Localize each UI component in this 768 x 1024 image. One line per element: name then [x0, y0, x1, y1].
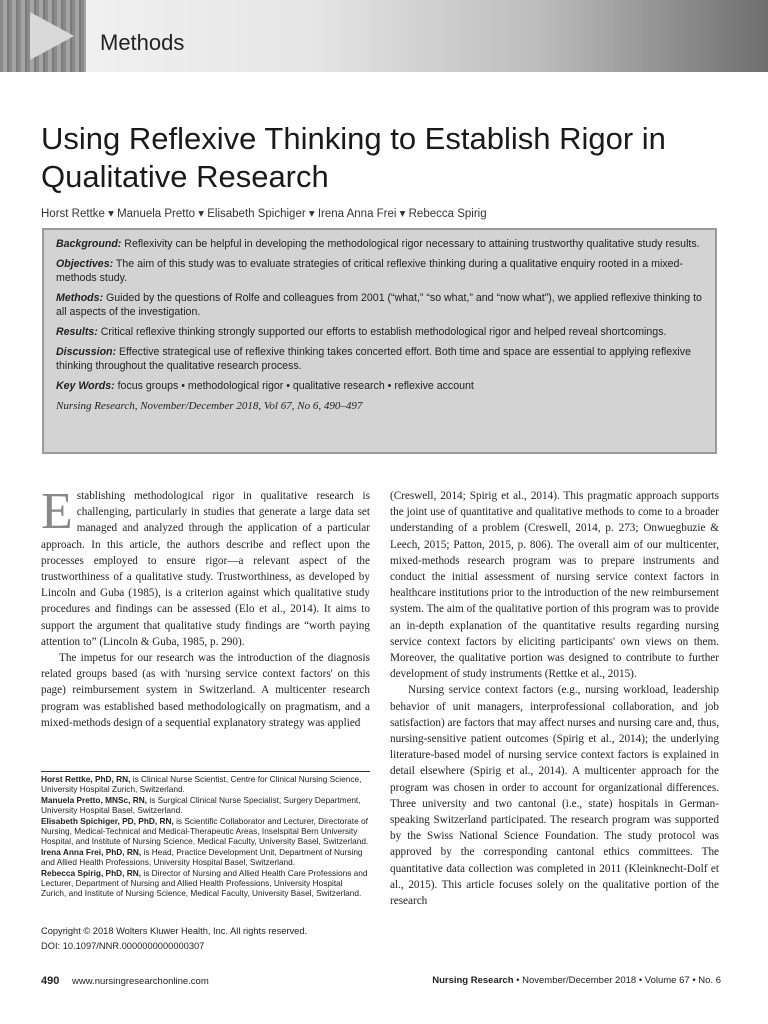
body-paragraph: (Creswell, 2014; Spirig et al., 2014). This pragmatic approach supports the joint use of quantitative and qualitative methods to come to a broader understanding of a problem (Creswell, 2014, p. 273; Onwuegbuzie & Leech, 2015; Patton, 2015, p. 806). The overall aim of our multicenter, mixed-methods research program was to prepare instruments and conduct the initial assessment of nursing service context factors in healthcare institutions prior to the introduction of the new reimbursement system. The aim of the qualitative portion of this program was to provide an in-depth explanation of the quantitative results regarding nursing service context factors by eliciting participants' own views on them. Moreover, the qualitative portion was designed to contribute to further development of study instruments (Rettke et al., 2015).: [390, 490, 719, 681]
abstract-citation: Nursing Research, November/December 2018, Vol 67, No 6, 490–497: [56, 400, 363, 412]
body-column-right: [390, 488, 719, 909]
affiliation-note: Elisabeth Spichiger, PD, PhD, RN, is Scientific Collaborator and Lecturer, Directorate of Nursing, Medical-Technical and Medical-Therapeutic Areas, Inselspital Bern University Hospital, and Institute of Nursing Science, Medical Faculty, University Basel, Switzerland.: [41, 815, 369, 847]
abstract-objectives: Objectives: The aim of this study was to evaluate strategies of critical reflexive thinking during a qualitative enquiry rooted in a mixed-methods study.: [56, 258, 683, 284]
abstract-methods: Methods: Guided by the questions of Rolfe and colleagues from 2001 (“what,” “so what,” and “now what”), we applied reflexive thinking to all aspects of the investigation.: [56, 292, 702, 318]
author-list: Horst Rettke ▾ Manuela Pretto ▾ Elisabeth Spichiger ▾ Irena Anna Frei ▾ Rebecca Spirig: [41, 208, 487, 220]
page-number: 490: [41, 975, 60, 987]
body-paragraph: Establishing methodological rigor in qualitative research is challenging, particularly in studies that generate a large data set managed and analyzed through the application of a particular approach. In this article, the authors describe and reflect upon the processes employed to ensure rigor—a relevant aspect of the trustworthiness of a qualitative study. Trustworthiness, as developed by Lincoln and Guba (1985), is a criterion against which qualitative study procedures and findings can be assessed (Elo et al., 2014). It aims to support the argument that qualitative study findings are “worth paying attention to” (Lincoln & Guba, 1985, p. 290).: [41, 483, 370, 648]
abstract-keywords: Key Words: focus groups • methodological rigor • qualitative research • reflexive account: [56, 380, 474, 392]
affiliation-note: Irena Anna Frei, PhD, RN, is Head, Practice Development Unit, Department of Nursing and Allied Health Professions, University Hospital Basel, Switzerland.: [41, 846, 363, 868]
journal-name: Nursing Research: [432, 975, 514, 986]
footnote-divider: [41, 771, 370, 772]
play-arrow-icon: [30, 12, 74, 60]
affiliation-note: Horst Rettke, PhD, RN, is Clinical Nurse Scientist, Centre for Clinical Nursing Science, University Hospital Zurich, Switzerland.: [41, 774, 362, 795]
abstract-box: [42, 228, 717, 454]
abstract-results: Results: Critical reflexive thinking strongly supported our efforts to establish methodological rigor and helped reveal shortcomings.: [56, 326, 667, 338]
affiliation-note: Rebecca Spirig, PhD, RN, is Director of Nursing and Allied Health Care Professions and Lecturer, Department of Nursing and Allied Health Professions, University Hospital Zurich, and Institute of Nursing Science, Medical Faculty, University Basel, Switzerland.: [41, 867, 368, 899]
page-footer: [41, 975, 721, 987]
section-label: Methods: [100, 30, 185, 55]
section-header-bar: [0, 0, 768, 72]
abstract-discussion: Discussion: Effective strategical use of reflexive thinking takes concerted effort. Both time and space are essential to applying reflexive thinking throughout the qualitative research process.: [56, 346, 691, 372]
journal-url[interactable]: www.nursingresearchonline.com: [72, 976, 209, 987]
drop-cap: E: [41, 483, 73, 540]
copyright-notice: Copyright © 2018 Wolters Kluwer Health, Inc. All rights reserved.: [41, 926, 308, 936]
body-paragraph: The impetus for our research was the introduction of the diagnosis related groups based (as with 'nursing service context factors' on this page) reimbursement system in Switzerland. A multicenter research program was established based methodologically on pragmatism, and a mixed-methods design of a sequential explanatory strategy was applied: [41, 652, 370, 729]
copyright-block: [41, 924, 371, 954]
journal-issue-info: Nursing Research • November/December 2018 • Volume 67 • No. 6: [432, 975, 721, 986]
body-column-left: [41, 483, 370, 731]
author-affiliations: [41, 774, 370, 899]
abstract-background: Background: Reflexivity can be helpful in developing the methodological rigor necessary to attaining trustworthy qualitative study results.: [56, 238, 700, 250]
article-title: Using Reflexive Thinking to Establish Rigor in Qualitative Research: [41, 121, 666, 194]
affiliation-note: Manuela Pretto, MNSc, RN, is Surgical Clinical Nurse Specialist, Surgery Department, University Hospital Basel, Switzerland.: [41, 794, 361, 816]
body-paragraph: Nursing service context factors (e.g., nursing workload, leadership behavior of unit managers, interprofessional collaboration, and job satisfaction) are factors that may affect nurses and nursing care and, thus, nursing-sensitive patient outcomes (Spirig et al., 2014); the underlying literature-based model of nursing service context factors is explained in detail elsewhere (Spirig et al., 2014). A multicenter approach for the program was chosen in order to account for organizational differences. Three university and two cantonal (i.e., state) hospitals in German-speaking Switzerland participated. The research program was supported by the Swiss National Science Foundation. The study protocol was approved by the corresponding cantonal ethics committees. The quantitative data collection was completed in 2011 (Kleinknecht-Dolf et al., 2015). This article focuses solely on the qualitative portion of the research: [390, 684, 719, 908]
doi-link[interactable]: DOI: 10.1097/NNR.0000000000000307: [41, 941, 205, 951]
